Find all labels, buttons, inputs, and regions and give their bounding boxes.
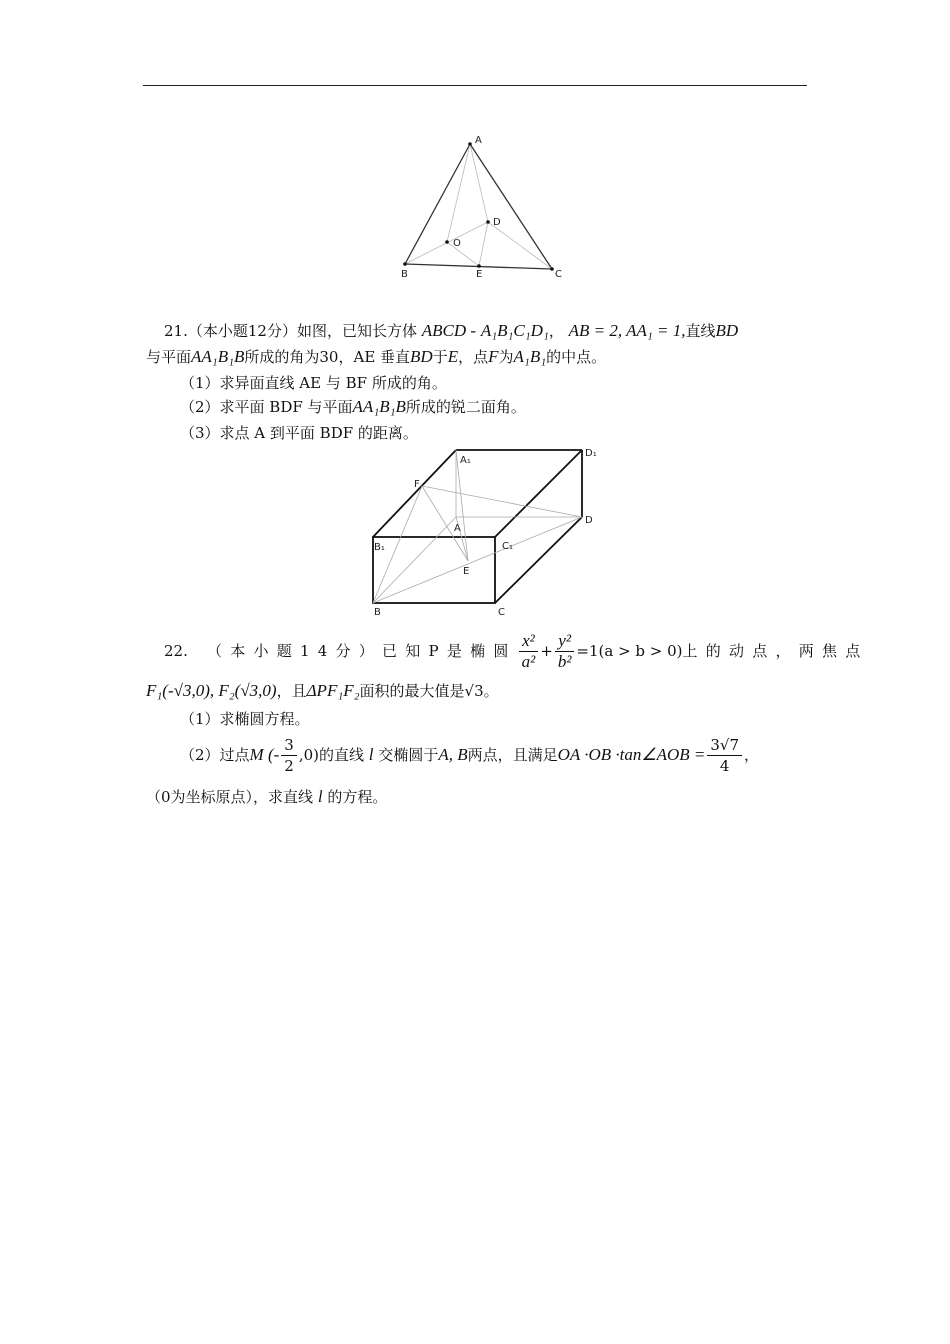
label-a: A — [475, 135, 482, 146]
triangle-figure — [395, 132, 575, 282]
label-c: C — [555, 269, 562, 280]
label-c1: C₁ — [502, 541, 513, 552]
q21-sub1: （1）求异面直线 AE 与 BF 所成的角。 — [180, 374, 447, 392]
label-b: B — [401, 269, 408, 280]
label-o: O — [453, 238, 461, 249]
q22-sub1: （1）求椭圆方程。 — [180, 710, 310, 728]
label-c2: C — [498, 607, 505, 618]
label-d: D — [493, 217, 501, 228]
q21-sub3: （3）求点 A 到平面 BDF 的距离。 — [180, 424, 418, 442]
label-d2: D — [585, 515, 593, 526]
label-d1: D₁ — [585, 448, 597, 459]
q21-line2: 与平面AA₁B₁B所成的角为30，AE 垂直BD于E，点F为A₁B₁的中点。 — [146, 347, 607, 366]
label-e2: E — [463, 566, 470, 577]
q22-line1: 22. （本小题14分） 已知P是椭圆 $\frac{\text{x²}}{\text{a²}}$ + $\frac{\text{y²}}{\text{b²}}$ =1(a > b > 0) 上的动点，两焦点 — [164, 630, 869, 671]
box-figure — [368, 443, 608, 619]
header-rule — [143, 85, 807, 86]
label-a2: A — [454, 523, 461, 534]
q21-sub2: （2）求平面 BDF 与平面AA₁B₁B所成的锐二面角。 — [180, 397, 526, 416]
label-f: F — [414, 479, 420, 490]
label-b2: B — [374, 607, 381, 618]
label-e: E — [476, 269, 483, 280]
q22-sub2: （2）过点 M (- $\frac{3}{2}$ ,0) 的直线 l 交椭圆于 A, B 两点，且满足 OA ·OB ·tan∠AOB = $\frac{3√7}{4}$ ， — [180, 735, 760, 775]
q22-line4: （0为坐标原点），求直线 l 的方程。 — [146, 787, 388, 806]
label-b1: B₁ — [374, 542, 385, 553]
q21-line1: 21.（本小题12分）如图，已知长方体 ABCD - A₁B₁C₁D₁， AB = 2, AA₁ = 1,直线BD — [164, 321, 739, 340]
q22-line2: F₁(-√3,0), F₂(√3,0)，且ΔPF₁F₂面积的最大值是√3。 — [146, 681, 499, 700]
label-a1: A₁ — [460, 455, 471, 466]
